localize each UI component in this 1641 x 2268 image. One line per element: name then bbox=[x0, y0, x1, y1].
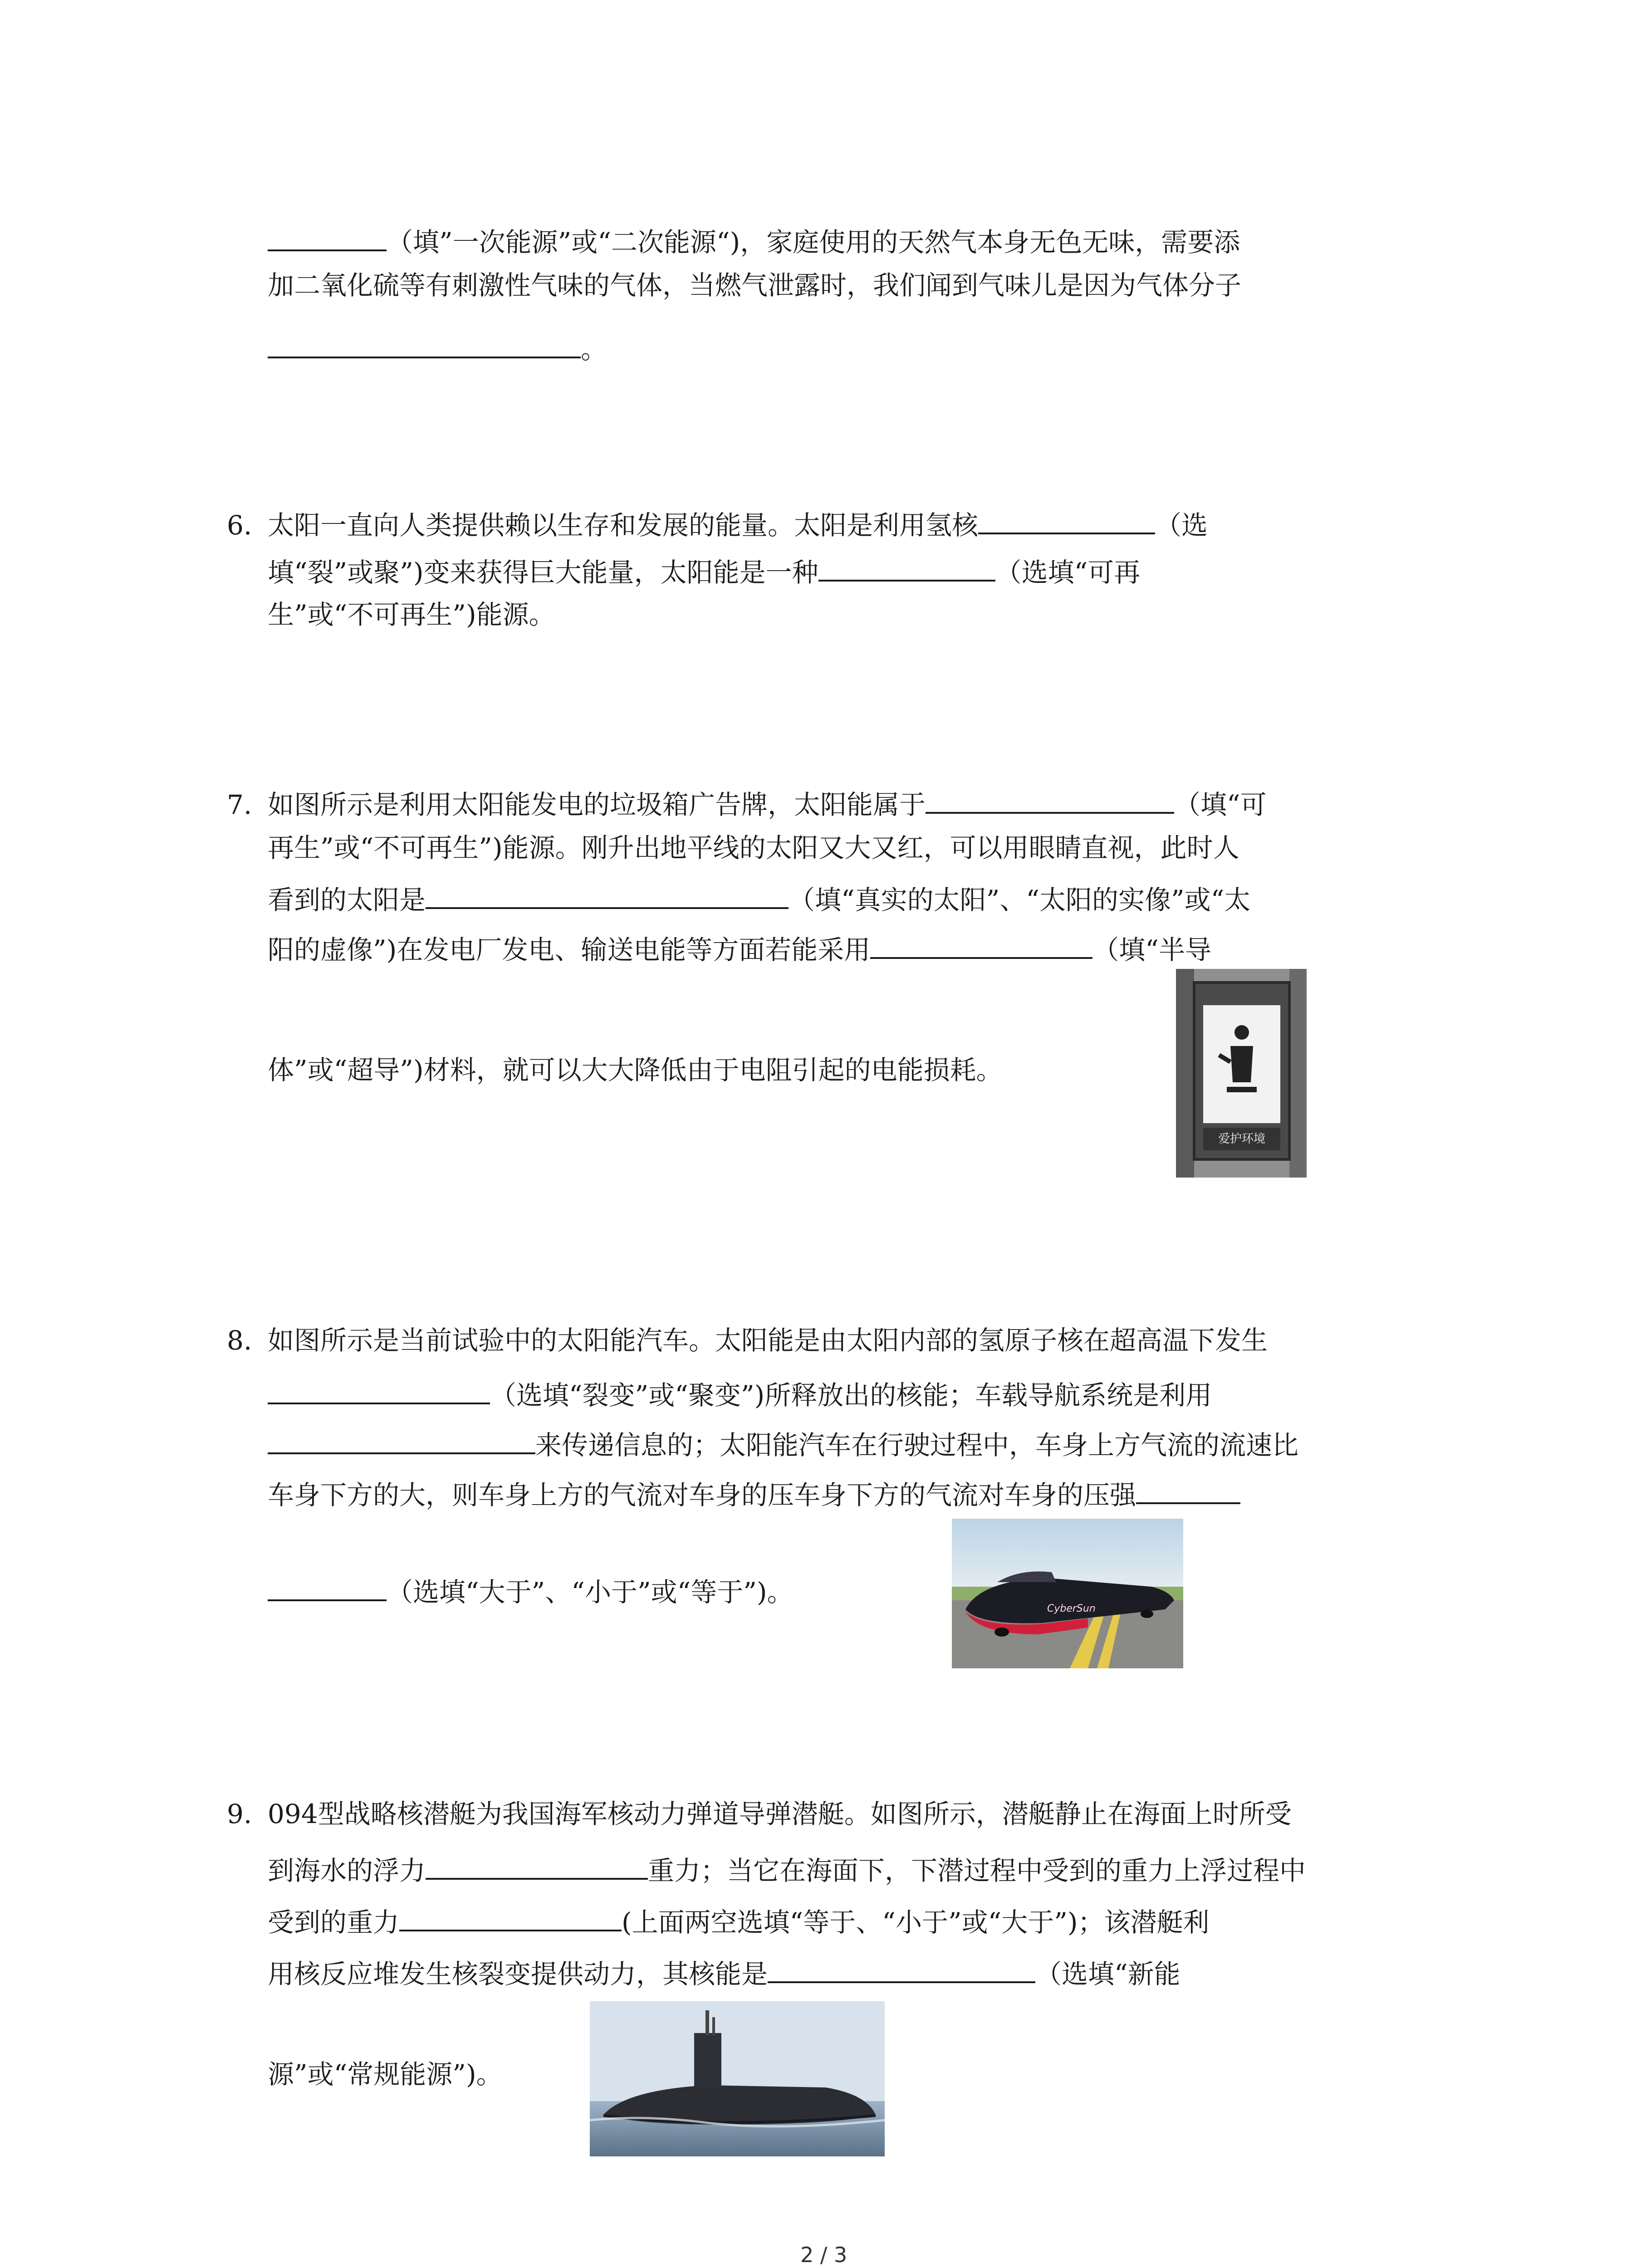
trash-billboard-image bbox=[1176, 969, 1307, 1178]
page-number: 2 / 3 bbox=[800, 2243, 847, 2267]
q8-line-3: 来传递信息的；太阳能汽车在行驶过程中，车身上方气流的流速比 bbox=[268, 1427, 1298, 1458]
q8-answer-blank-3[interactable] bbox=[1136, 1477, 1240, 1504]
q8-line-5: （选填“大于”、“小于”或“等于”)。 bbox=[268, 1574, 794, 1605]
q5-answer-blank-2[interactable] bbox=[268, 331, 581, 358]
q6-number: 6. bbox=[227, 510, 252, 541]
q7-answer-blank-3[interactable] bbox=[870, 932, 1092, 959]
q6-line-3: 生”或“不可再生”)能源。 bbox=[268, 599, 555, 630]
q9-line-1: 9. 094型战略核潜艇为我国海军核动力弹道导弹潜艇。如图所示，潜艇静止在海面上时所受 bbox=[227, 1799, 1292, 1829]
q8-answer-blank-2[interactable] bbox=[268, 1427, 535, 1454]
q9-number: 9. bbox=[227, 1799, 252, 1829]
submarine-svg bbox=[590, 2001, 885, 2156]
q6-line-2: 填“裂”或聚”)变来获得巨大能量，太阳能是一种 （选填“可再 bbox=[268, 554, 1140, 586]
q9-answer-blank-3[interactable] bbox=[768, 1956, 1035, 1983]
q7-answer-blank-2[interactable] bbox=[426, 882, 789, 909]
q9-line-3: 受到的重力 (上面两空选填“等于、“小于”或“大于”)；该潜艇利 bbox=[268, 1904, 1210, 1936]
q7-number: 7. bbox=[227, 789, 252, 820]
q7-line-4: 阳的虚像”)在发电厂发电、输送电能等方面若能采用 （填“半导 bbox=[268, 932, 1211, 963]
q9-answer-blank-2[interactable] bbox=[399, 1904, 622, 1931]
q5-answer-blank-1[interactable] bbox=[268, 224, 387, 251]
q8-line-2: （选填“裂变”或“聚变”)所释放出的核能；车载导航系统是利用 bbox=[268, 1377, 1212, 1408]
q5-line-1: （填”一次能源”或“二次能源“)，家庭使用的天然气本身无色无味，需要添 bbox=[268, 224, 1240, 255]
q6-answer-blank-2[interactable] bbox=[818, 554, 995, 582]
sign-text: 爱护环境 bbox=[1218, 1132, 1266, 1146]
solar-car-svg bbox=[952, 1519, 1183, 1668]
submarine-image bbox=[590, 2001, 885, 2156]
q7-line-1: 7. 如图所示是利用太阳能发电的垃圾箱广告牌，太阳能属于 （填“可 bbox=[227, 787, 1267, 818]
billboard-svg bbox=[1176, 969, 1307, 1178]
car-brand-text: CyberSun bbox=[1047, 1603, 1096, 1614]
q8-number: 8. bbox=[227, 1325, 252, 1356]
q9-answer-blank-1[interactable] bbox=[426, 1853, 648, 1880]
q9-line-2: 到海水的浮力 重力；当它在海面下，下潜过程中受到的重力上浮过程中 bbox=[268, 1853, 1306, 1884]
q7-line-5: 体”或“超导”)材料，就可以大大降低由于电阻引起的电能损耗。 bbox=[268, 1055, 1003, 1085]
q8-answer-blank-4[interactable] bbox=[268, 1574, 387, 1601]
q9-line-4: 用核反应堆发生核裂变提供动力，其核能是 （选填“新能 bbox=[268, 1956, 1181, 1987]
q8-line-4: 车身下方的大，则车身上方的气流对车身的压车身下方的气流对车身的压强 bbox=[268, 1477, 1240, 1508]
q7-answer-blank-1[interactable] bbox=[926, 787, 1174, 814]
q7-line-3: 看到的太阳是 （填“真实的太阳”、“太阳的实像”或“太 bbox=[268, 882, 1250, 913]
q6-line-1: 6. 太阳一直向人类提供赖以生存和发展的能量。太阳是利用氢核 （选 bbox=[227, 507, 1208, 538]
q8-line-1: 8. 如图所示是当前试验中的太阳能汽车。太阳能是由太阳内部的氢原子核在超高温下发生 bbox=[227, 1325, 1268, 1356]
q5-line-2: 加二氧化硫等有刺激性气味的气体，当燃气泄露时，我们闻到气味儿是因为气体分子 bbox=[268, 270, 1242, 301]
q8-answer-blank-1[interactable] bbox=[268, 1377, 490, 1404]
q9-line-5: 源”或“常规能源”)。 bbox=[268, 2059, 503, 2090]
q7-line-2: 再生”或“不可再生”)能源。刚升出地平线的太阳又大又红，可以用眼睛直视，此时人 bbox=[268, 832, 1239, 863]
q5-line-3: 。 bbox=[268, 331, 607, 362]
q6-answer-blank-1[interactable] bbox=[978, 507, 1155, 534]
solar-car-image bbox=[952, 1519, 1183, 1668]
